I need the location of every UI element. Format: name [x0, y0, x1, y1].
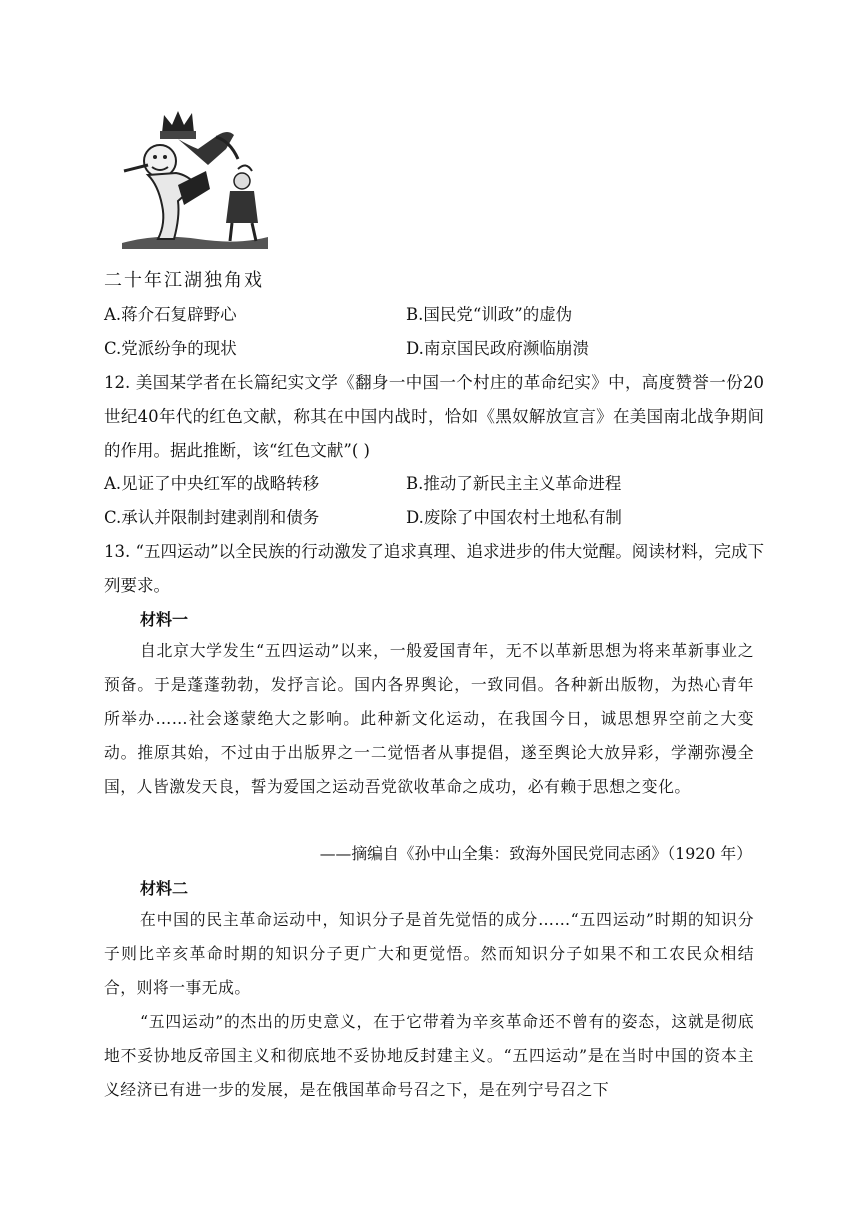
material-2-paragraph-2: “五四运动”的杰出的历史意义，在于它带着为辛亥革命还不曾有的姿态，这就是彻底地不妥协地反帝国主义和彻底地不妥协地反封建主义。“五四运动”是在当时中国的资本主义经济已有进一步的发展，是在俄国革命号召之下，是在列宁号召之下 [104, 1012, 754, 1099]
q12-option-b[interactable]: B.推动了新民主主义革命进程 [406, 474, 622, 493]
cartoon-drawing [118, 105, 270, 249]
q11-option-c[interactable]: C.党派纷争的现状 [104, 339, 237, 358]
material-1-title: 材料一 [140, 610, 189, 629]
material-2-paragraph-1: 在中国的民主革命运动中，知识分子是首先觉悟的成分……“五四运动”时期的知识分子则比辛亥革命时期的知识分子更广大和更觉悟。然而知识分子如果不和工农民众相结合，则将一事无成。 [104, 910, 754, 997]
cartoon-caption: 二十年江湖独角戏 [104, 270, 264, 291]
cartoon-illustration [118, 105, 270, 249]
q12-option-a[interactable]: A.见证了中央红军的战略转移 [104, 474, 320, 493]
material-1-source: ——摘编自《孙中山全集：致海外国民党同志函》（1920 年） [319, 844, 752, 863]
material-2-title: 材料二 [140, 879, 189, 898]
material-1-text: 自北京大学发生“五四运动”以来，一般爱国青年，无不以革新思想为将来革新事业之预备。于是蓬蓬勃勃，发抒言论。国内各界舆论，一致同倡。各种新出版物，为热心青年所举办……社会遂蒙绝大之影响。此种新文化运动，在我国今日，诚思想界空前之大变动。推原其始，不过由于出版界之一二觉悟者从事提倡，遂至舆论大放异彩，学潮弥漫全国，人皆激发天良，誓为爱国之运动吾党欲收革命之成功，必有赖于思想之变化。 [104, 641, 754, 796]
q12-stem: 12. 美国某学者在长篇纪实文学《翻身一中国一个村庄的革命纪实》中，高度赞誉一份20世纪40年代的红色文献，称其在中国内战时，恰如《黑奴解放宣言》在美国南北战争期间的作用。据此推断，该“红色文献”( ) [104, 373, 764, 460]
q12-option-c[interactable]: C.承认并限制封建剥削和债务 [104, 508, 320, 527]
q11-option-d[interactable]: D.南京国民政府濒临崩溃 [406, 339, 589, 358]
q12-option-d[interactable]: D.废除了中国农村土地私有制 [406, 508, 622, 527]
q11-option-b[interactable]: B.国民党“训政”的虚伪 [406, 305, 573, 324]
q13-stem: 13. “五四运动”以全民族的行动激发了追求真理、追求进步的伟大觉醒。阅读材料，完成下列要求。 [104, 542, 764, 595]
q11-option-a[interactable]: A.蒋介石复辟野心 [104, 305, 237, 324]
